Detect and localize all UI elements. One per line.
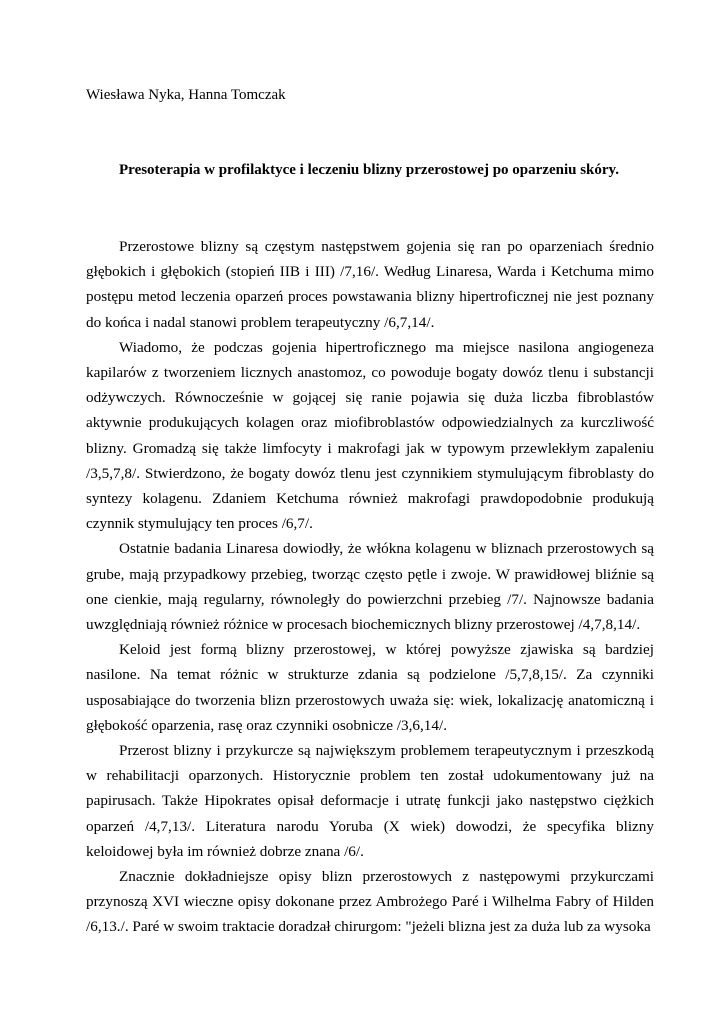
- paragraph-6: Znacznie dokładniejsze opisy blizn przerostowych z następowymi przykurczami przynoszą XVI wieczne opisy dokonane przez Ambrożego Paré i Wilhelma Fabry of Hilden /6,13./. Paré w swoim traktacie doradzał chirurgom: "jeżeli blizna jest za duża lub za wysoka: [86, 868, 654, 936]
- paragraph-5: Przerost blizny i przykurcze są największym problemem terapeutycznym i przeszkodą w rehabilitacji oparzonych. Historycznie problem ten został udokumentowany już na papirusach. Także Hipokrates opisał deformacje i utratę funkcji jako następstwo ciężkich oparzeń /4,7,13/. Literatura narodu Yoruba (X wiek) dowodzi, że specyfika blizny keloidowej była im również dobrze znana /6/.: [86, 742, 654, 860]
- paragraph-1: Przerostowe blizny są częstym następstwem gojenia się ran po oparzeniach średnio głębokich i głębokich (stopień IIB i III) /7,16/. Według Linaresa, Warda i Ketchuma mimo postępu metod leczenia oparzeń proces powstawania blizny hipertroficznej nie jest poznany do końca i nadal stanowi problem terapeutyczny /6,7,14/.: [86, 238, 654, 331]
- paragraph-2: Wiadomo, że podczas gojenia hipertroficznego ma miejsce nasilona angiogeneza kapilarów z tworzeniem licznych anastomoz, co powoduje bogaty dowóz tlenu i substancji odżywczych. Równocześnie w gojącej się ranie pojawia się duża liczba fibroblastów aktywnie produkujących kolagen oraz miofibroblastów odpowiedzialnych za kurczliwość blizny. Gromadzą się także limfocyty i makrofagi jak w typowym przewlekłym zapaleniu /3,5,7,8/. Stwierdzono, że bogaty dowóz tlenu jest czynnikiem stymulującym fibroblasty do syntezy kolagenu. Zdaniem Ketchuma również makrofagi prawdopodobnie produkują czynnik stymulujący ten proces /6,7/.: [86, 338, 654, 533]
- document-title: Presoterapia w profilaktyce i leczeniu blizny przerostowej po oparzeniu skóry.: [119, 162, 619, 178]
- document-body: [86, 234, 654, 940]
- paragraph-3: Ostatnie badania Linaresa dowiodły, że włókna kolagenu w bliznach przerostowych są grube, mają przypadkowy przebieg, tworząc często pętle i zwoje. W prawidłowej bliźnie są one cienkie, mają regularny, równoległy do powierzchni przebieg /7/. Najnowsze badania uwzględniają również różnice w procesach biochemicznych blizny przerostowej /4,7,8,14/.: [86, 540, 654, 634]
- author-line: Wiesława Nyka, Hanna Tomczak: [86, 87, 286, 103]
- paragraph-4: Keloid jest formą blizny przerostowej, w której powyższe zjawiska są bardziej nasilone. Na temat różnic w strukturze zdania są podzielone /5,7,8,15/. Za czynniki usposabiające do tworzenia blizn przerostowych uważa się: wiek, lokalizację anatomiczną i głębokość oparzenia, rasę oraz czynniki osobnicze /3,6,14/.: [86, 641, 654, 734]
